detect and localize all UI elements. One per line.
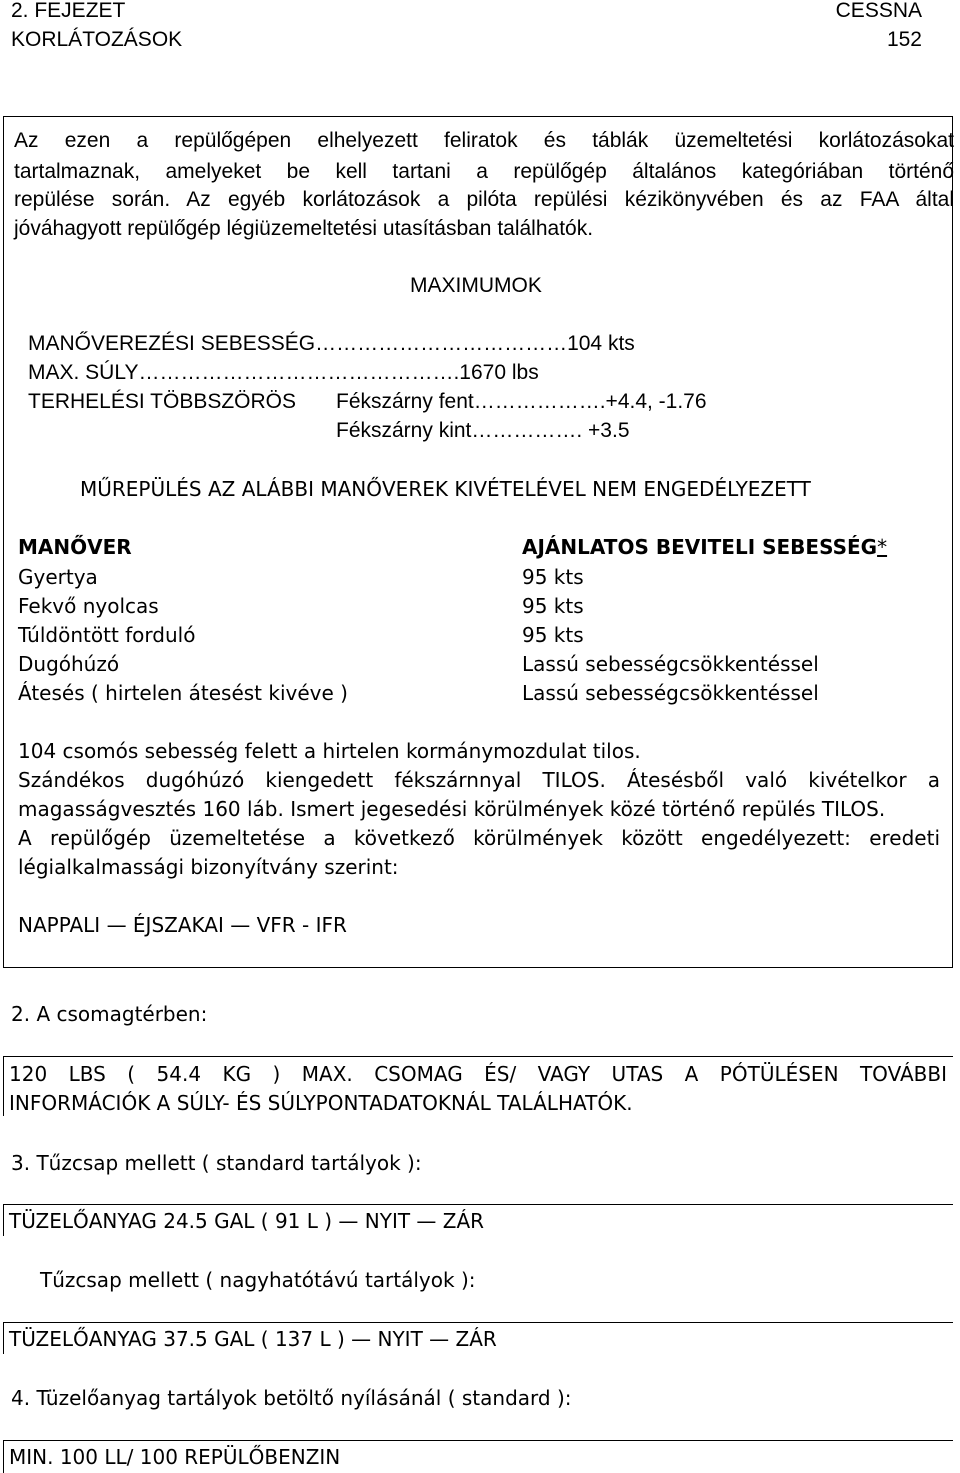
fuel-filler-placard-top-border (3, 1440, 953, 1441)
maximums-title: MAXIMUMOK (410, 274, 542, 297)
note-line-3: magasságvesztés 160 láb. Ismert jegesedési körülmények közé történő repülés TILOS. (18, 797, 886, 821)
footnote-asterisk: * (877, 535, 888, 559)
maneuver-name: Fekvő nyolcas (18, 594, 159, 618)
chapter-label: 2. FEJEZET (11, 0, 126, 22)
intro-line-1: Az ezen a repülőgépen elhelyezett feliratok és táblák üzemeltetési korlátozásokat (14, 129, 954, 152)
fuel-filler-placard: MIN. 100 LL/ 100 REPÜLŐBENZIN (9, 1445, 341, 1469)
fuel-valve-long-range-heading: Tűzcsap mellett ( nagyhatótávú tartályok ): (40, 1268, 476, 1292)
baggage-placard-top-border (3, 1056, 953, 1057)
maneuver-name: Dugóhúzó (18, 652, 120, 676)
baggage-placard-left-border (3, 1056, 4, 1116)
flaps-up-limit: Fékszárny fent……………….+4.4, -1.76 (336, 390, 707, 413)
maneuver-column-header: MANŐVER (18, 535, 132, 559)
maneuver-name: Átesés ( hirtelen átesést kivéve ) (18, 681, 348, 705)
fuel-filler-placard-left-border (3, 1440, 4, 1473)
intro-line-4: jóváhagyott repülőgép légiüzemeltetési utasításban találhatók. (14, 217, 594, 240)
brand-label: CESSNA (835, 0, 922, 22)
baggage-placard-line-2: INFORMÁCIÓK A SÚLY- ÉS SÚLYPONTADATOKNÁL TALÁLHATÓK. (9, 1091, 633, 1115)
fuel-long-range-placard-top-border (3, 1322, 953, 1323)
maneuver-speed: Lassú sebességcsökkentéssel (522, 681, 819, 705)
maneuver-speed: Lassú sebességcsökkentéssel (522, 652, 819, 676)
fuel-long-range-placard-left-border (3, 1322, 4, 1354)
maneuvering-speed-line: MANŐVEREZÉSI SEBESSÉG………………………………104 kts (28, 332, 635, 355)
fuel-standard-placard-top-border (3, 1204, 953, 1205)
maneuver-name: Gyertya (18, 565, 98, 589)
fuel-valve-standard-heading: 3. Tűzcsap mellett ( standard tartályok ): (11, 1151, 422, 1175)
note-line-4: A repülőgép üzemeltetése a következő körülmények között engedélyezett: eredeti (18, 826, 940, 850)
fuel-long-range-placard: TÜZELŐANYAG 37.5 GAL ( 137 L ) — NYIT — ZÁR (9, 1327, 497, 1351)
note-line-2: Szándékos dugóhúzó kiengedett fékszárnnyal TILOS. Átesésből való kivételkor a (18, 768, 940, 792)
maneuver-speed: 95 kts (522, 565, 584, 589)
intro-line-2: tartalmaznak, amelyeket be kell tartani a repülőgép általános kategóriában történő (14, 160, 954, 183)
maneuver-name: Túldöntött forduló (18, 623, 196, 647)
fuel-standard-placard: TÜZELŐANYAG 24.5 GAL ( 91 L ) — NYIT — ZÁR (9, 1209, 485, 1233)
maneuver-speed: 95 kts (522, 594, 584, 618)
note-line-5: légialkalmassági bizonyítvány szerint: (18, 855, 399, 879)
baggage-heading: 2. A csomagtérben: (11, 1002, 208, 1026)
load-factor-label: TERHELÉSI TÖBBSZÖRÖS (28, 390, 297, 413)
fuel-standard-placard-left-border (3, 1204, 4, 1236)
flaps-down-limit: Fékszárny kint……………. +3.5 (336, 419, 630, 442)
entry-speed-column-header: AJÁNLATOS BEVITELI SEBESSÉG* (522, 535, 888, 559)
note-line-1: 104 csomós sebesség felett a hirtelen kormánymozdulat tilos. (18, 739, 641, 763)
fuel-filler-heading: 4. Tüzelőanyag tartályok betöltő nyílásánál ( standard ): (11, 1386, 572, 1410)
intro-line-3: repülése során. Az egyéb korlátozások a pilóta repülési kézikönyvében és az FAA által (14, 188, 954, 211)
baggage-placard-line-1: 120 LBS ( 54.4 KG ) MAX. CSOMAG ÉS/ VAGY UTAS A PÓTÜLÉSEN TOVÁBBI (9, 1062, 947, 1086)
page-number: 152 (886, 28, 922, 51)
aerobatics-heading: MŰREPÜLÉS AZ ALÁBBI MANŐVEREK KIVÉTELÉVEL NEM ENGEDÉLYEZETT (80, 477, 811, 501)
section-title: KORLÁTOZÁSOK (11, 28, 183, 51)
maneuver-speed: 95 kts (522, 623, 584, 647)
max-weight-line: MAX. SÚLY……………………………………….1670 lbs (28, 361, 539, 384)
limitations-placard-box (3, 116, 953, 968)
operations-line: NAPPALI — ÉJSZAKAI — VFR - IFR (18, 913, 347, 937)
